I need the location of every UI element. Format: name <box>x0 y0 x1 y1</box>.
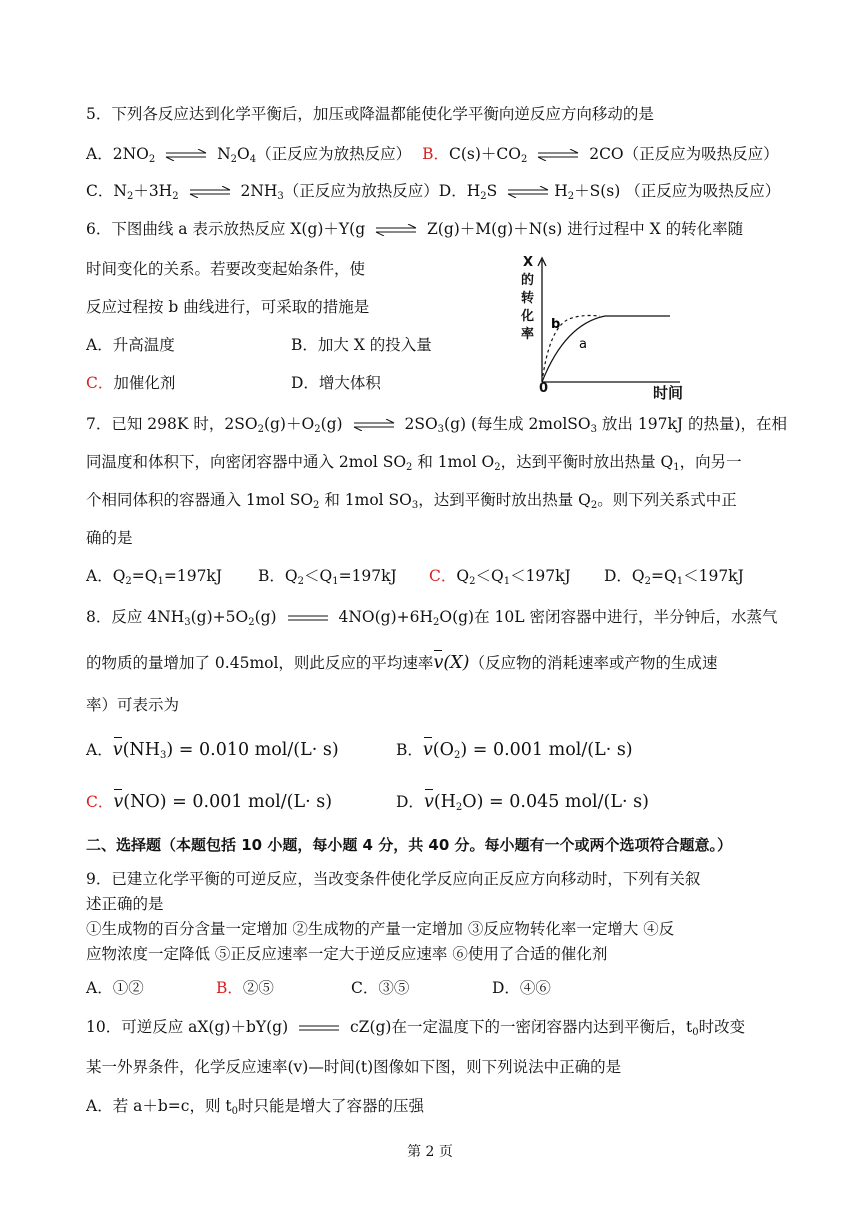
curve-b-label: b <box>551 317 561 332</box>
equilibrium-arrow-icon <box>506 186 550 198</box>
q7-line1: 7．已知 298K 时，$2SO_2(g)+O_2(g)$ $2SO_3(g)$ (每生成 2molSO$_3$ 放出 197kJ 的热量)，在相 <box>86 415 788 435</box>
q7-line2: 同温度和体积下，向密闭容器中通入 2mol $SO_2$ 和 1mol $O_2$，达到平衡时放出热量 $Q_1$，向另一 <box>86 453 742 473</box>
q8-line1: 8．反应 $4NH_3(g)+5O_2(g)$ $4NO(g)+6H_2O(g)$在 10L 密闭容器中进行，半分钟后，水蒸气 <box>86 608 778 628</box>
q5-stem: 5．下列各反应达到化学平衡后，加压或降温都能使化学平衡向逆反应方向移动的是 <box>86 105 654 123</box>
q7-line3: 个相同体积的容器通入 1mol $SO_2$ 和 1mol $SO_3$，达到平衡时放出热量 $Q_2$。则下列关系式中正 <box>86 491 737 511</box>
q7-option-c: C．$Q_2<Q_1<197kJ$ <box>429 567 571 587</box>
q6-line3: 反应过程按 b 曲线进行，可采取的措施是 <box>86 298 370 316</box>
q6-option-d: D．增大体积 <box>291 374 381 392</box>
page-number: 第 2 页 <box>407 1144 453 1160</box>
q8-option-c: C．v(NO) = 0.001 mol/(L· s) <box>86 792 333 812</box>
q9-option-b: B．②⑤ <box>216 979 274 997</box>
q9-line3: ①生成物的百分含量一定增加 ②生成物的产量一定增加 ③反应物转化率一定增大 ④反 <box>86 920 675 938</box>
q6-stem: 6．下图曲线 a 表示放热反应 X(g)＋Y(g Z(g)＋M(g)＋N(s) 进行过程中 X 的转化率随 <box>86 220 744 238</box>
equilibrium-arrow-icon <box>352 419 396 431</box>
q10-line2: 某一外界条件，化学反应速率(v)—时间(t)图像如下图，则下列说法中正确的是 <box>86 1058 622 1076</box>
q7-option-d: D．$Q_2=Q_1<197kJ$ <box>604 567 744 587</box>
curve-a-label: a <box>579 337 587 352</box>
reaction-arrow-icon <box>297 1022 341 1034</box>
q6-option-a: A．升高温度 <box>86 336 175 354</box>
q7-option-a: A．$Q_2=Q_1=197kJ$ <box>86 567 223 587</box>
q9-option-a: A．①② <box>86 979 144 997</box>
graph-y-label-2: 转 <box>521 291 535 306</box>
q9-line4: 应物浓度一定降低 ⑤正反应速率一定大于逆反应速率 ⑥使用了合适的催化剂 <box>86 945 608 963</box>
q8-option-d: D．$v(H_2O) = 0.045$ mol/(L· s) <box>396 792 649 813</box>
q8-option-a: A．$v(NH_3) = 0.010$ mol/(L· s) <box>86 740 339 761</box>
equilibrium-arrow-icon <box>536 149 580 161</box>
q6-line2: 时间变化的关系。若要改变起始条件，使 <box>86 260 366 278</box>
q5-options-ab: A．$2NO_2$ $N_2O_4$（正反应为放热反应） B．$C(s)+CO_2$ 2CO（正反应为吸热反应） <box>86 145 779 165</box>
section-heading: 二、选择题（本题包括 10 小题，每小题 4 分，共 40 分。每小题有一个或两个选项符合题意。） <box>86 836 733 854</box>
q6-option-c: C．加催化剂 <box>86 374 176 392</box>
graph-y-label-4: 率 <box>521 327 535 342</box>
graph-y-label-1: 的 <box>521 273 535 288</box>
conversion-rate-graph <box>505 252 695 402</box>
q8-line3: 率）可表示为 <box>86 696 180 714</box>
reaction-arrow-icon <box>286 612 330 624</box>
q8-option-b: B．$v(O_2) = 0.001$ mol/(L· s) <box>396 740 633 761</box>
curve-a <box>542 316 670 382</box>
q7-line4: 确的是 <box>86 529 133 547</box>
q9-line1: 9．已建立化学平衡的可逆反应，当改变条件使化学反应向正反应方向移动时，下列有关叙 <box>86 870 701 888</box>
equilibrium-arrow-icon <box>188 186 232 198</box>
graph-x-label: 时间 <box>653 384 684 402</box>
graph-origin: 0 <box>539 381 549 396</box>
q5-options-cd: C．$N_2+3H_2$ $2NH_3$（正反应为放热反应）D．$H_2S$ $H_2+S(s)$ （正反应为吸热反应） <box>86 182 781 202</box>
graph-y-label-3: 化 <box>521 309 535 324</box>
q9-option-c: C．③⑤ <box>351 979 410 997</box>
equilibrium-arrow-icon <box>374 224 418 236</box>
q10-option-a: A．若 a＋b=c，则 $t_0$时只能是增大了容器的压强 <box>86 1097 424 1117</box>
graph-y-label-0: X <box>523 255 534 270</box>
q8-line2: 的物质的量增加了 0.45mol，则此反应的平均速率v(X)（反应物的消耗速率或产物的生成速 <box>86 653 718 673</box>
q6-option-b: B．加大 X 的投入量 <box>291 336 432 354</box>
q7-option-b: B．$Q_2<Q_1=197kJ$ <box>258 567 397 587</box>
q9-line2: 述正确的是 <box>86 895 164 913</box>
equilibrium-arrow-icon <box>164 149 208 161</box>
q9-option-d: D．④⑥ <box>492 979 551 997</box>
q10-line1: 10．可逆反应 aX(g)＋bY(g) cZ(g)在一定温度下的一密闭容器内达到平衡后，$t_0$时改变 <box>86 1018 746 1038</box>
